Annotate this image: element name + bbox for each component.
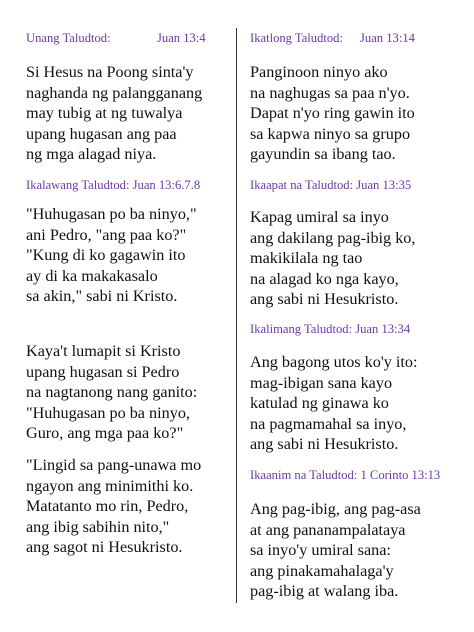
verse-line: ang sabi ni Hesukristo. — [250, 435, 399, 453]
heading-label: Unang Taludtod: — [26, 31, 111, 45]
verse-line: Kapag umiral sa inyo — [250, 208, 389, 226]
verse-4 — [250, 207, 415, 310]
verse-3 — [250, 62, 415, 165]
verse-line: gayundin sa ibang tao. — [250, 145, 396, 163]
heading-reference: Juan 13:35 — [356, 178, 412, 192]
verse-line: pag-ibig at walang iba. — [250, 582, 399, 600]
verse-heading-5 — [250, 321, 410, 337]
verse-line: ang ibig sabihin nito," — [26, 517, 170, 536]
verse-line: Kaya't lumapit si Kristo — [26, 342, 181, 360]
verse-line: Dapat n'yo ring gawin ito — [250, 104, 415, 122]
heading-label: Ikaanim na Taludtod: — [250, 468, 358, 482]
verse-line: "Kung di ko gagawin ito — [26, 246, 186, 264]
verse-heading-3 — [250, 30, 415, 46]
verse-line: na naghugas sa paa n'yo. — [250, 83, 410, 102]
verse-line: at ang pananampalataya — [250, 520, 406, 539]
verse-line: naghanda ng palangganang — [26, 83, 203, 102]
verse-6 — [250, 499, 421, 602]
verse-line: Matatanto mo rin, Pedro, — [26, 497, 189, 515]
heading-reference: Juan 13:14 — [360, 31, 415, 45]
verse-line: ani Pedro, "ang paa ko?" — [26, 225, 187, 244]
verse-line: upang hugasan si Pedro — [26, 362, 180, 381]
verse-line: na pagmamahal sa inyo, — [250, 414, 407, 433]
verse-line: may tubig at ng tuwalya — [26, 104, 183, 122]
verse-line: sa akin," sabi ni Kristo. — [26, 287, 178, 305]
verse-line: ngayon ang minimithi ko. — [26, 476, 194, 495]
verse-heading-6 — [250, 467, 440, 483]
heading-reference: Juan 13:4 — [157, 31, 206, 45]
verse-line: "Lingid sa pang-unawa mo — [26, 456, 202, 474]
verse-line: Ang pag-ibig, ang pag-asa — [250, 500, 421, 518]
heading-label: Ikalimang Taludtod: — [250, 322, 353, 336]
verse-heading-4 — [250, 177, 411, 193]
verse-1 — [26, 62, 202, 165]
verse-line: ang sagot ni Hesukristo. — [26, 538, 183, 556]
verse-line: na nagtanong nang ganito: — [26, 383, 198, 401]
verse-line: Si Hesus na Poong sinta'y — [26, 63, 194, 81]
verse-line: makikilala ng tao — [250, 249, 363, 267]
verse-2-stanza-2 — [26, 341, 197, 444]
verse-line: upang hugasan ang paa — [26, 124, 177, 143]
verse-line: na alagad ko nga kayo, — [250, 269, 399, 288]
verse-line: ng mga alagad niya. — [26, 145, 157, 163]
heading-reference: 1 Corinto 13:13 — [360, 468, 441, 482]
verse-line: ang pinakamahalaga'y — [250, 561, 394, 580]
verse-line: mag-ibigan sana kayo — [250, 373, 393, 392]
verse-line: "Huhugasan po ba ninyo," — [26, 205, 197, 223]
verse-heading-1 — [26, 30, 206, 46]
column-divider — [236, 28, 237, 603]
verse-line: Panginoon ninyo ako — [250, 63, 388, 81]
verse-2-stanza-1 — [26, 204, 197, 307]
heading-label: Ikatlong Taludtod: — [250, 31, 343, 45]
verse-5 — [250, 352, 418, 455]
verse-line: Guro, ang mga paa ko?" — [26, 424, 184, 442]
verse-line: sa kapwa ninyo sa grupo — [250, 124, 411, 143]
verse-line: katulad ng ginawa ko — [250, 394, 389, 412]
verse-line: sa inyo'y umiral sana: — [250, 541, 391, 559]
verse-line: Ang bagong utos ko'y ito: — [250, 353, 418, 371]
verse-2-stanza-3 — [26, 455, 201, 558]
verse-line: "Huhugasan po ba ninyo, — [26, 403, 190, 422]
verse-line: ay di ka makakasalo — [26, 266, 158, 285]
verse-line: ang dakilang pag-ibig ko, — [250, 228, 416, 247]
verse-heading-2 — [26, 177, 200, 193]
heading-reference: Juan 13:6.7.8 — [132, 178, 201, 192]
heading-reference: Juan 13:34 — [355, 322, 411, 336]
heading-label: Ikaapat na Taludtod: — [250, 178, 354, 192]
heading-label: Ikalawang Taludtod: — [26, 178, 130, 192]
verse-line: ang sabi ni Hesukristo. — [250, 290, 399, 308]
